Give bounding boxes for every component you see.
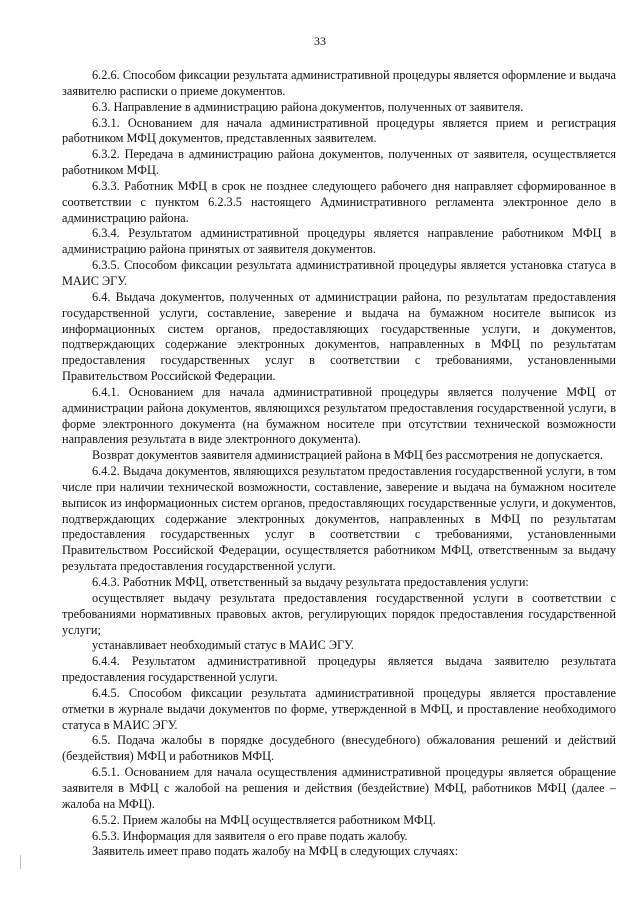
paragraph-6-3-1: 6.3.1. Основанием для начала административной процедуры является прием и регистрация работником МФЦ документов, представленных заявителем. [62, 115, 616, 146]
document-body [62, 68, 616, 860]
paragraph-6-5: 6.5. Подача жалобы в порядке досудебного (внесудебного) обжалования решений и действий (бездействия) МФЦ и работников МФЦ. [62, 733, 616, 764]
paragraph-6-4-3: 6.4.3. Работник МФЦ, ответственный за выдачу результата предоставления услуги: [92, 575, 529, 589]
paragraph-6-3-4: 6.3.4. Результатом административной процедуры является направление работником МФЦ в администрацию района принятых от заявителя документов. [62, 226, 616, 257]
paragraph-6-3-5: 6.3.5. Способом фиксации результата административной процедуры является установка статуса в МАИС ЭГУ. [62, 258, 616, 288]
paragraph-6-3-3: 6.3.3. Работник МФЦ в срок не позднее следующего рабочего дня направляет сформированное в соответствии с пунктом 6.2.3.5 настоящего Административного регламента электронное дело в администрацию района. [62, 178, 616, 225]
paragraph-6-5-1: 6.5.1. Основанием для начала осуществления административной процедуры является обращение заявителя в МФЦ с жалобой на решения и действия (бездействие) МФЦ, работников МФЦ (далее – жалоба на МФЦ). [62, 765, 616, 811]
paragraph-return-documents: Возврат документов заявителя администрацией района в МФЦ без рассмотрения не допускается. [92, 448, 603, 463]
paragraph-6-5-2: 6.5.2. Прием жалобы на МФЦ осуществляется работником МФЦ. [92, 812, 436, 827]
paragraph-sets-status: устанавливает необходимый статус в МАИС ЭГУ. [92, 638, 354, 653]
paragraph-6-3: 6.3. Направление в администрацию района документов, полученных от заявителя. [92, 99, 524, 114]
paragraph-complaint-cases: Заявитель имеет право подать жалобу на МФЦ в следующих случаях: [92, 844, 459, 859]
paragraph-6-4-5: 6.4.5. Способом фиксации результата административной процедуры является проставление отметки в журнале выдачи документов по форме, утвержденной в МФЦ, и проставление необходимого статуса в МАИС ЭГУ. [62, 685, 616, 732]
paragraph-issues-result: осуществляет выдачу результата предоставления государственной услуги в соответствии с требованиями нормативных правовых актов, регулирующих порядок предоставления государственной услуги; [62, 590, 616, 637]
paragraph-6-4-1: 6.4.1. Основанием для начала административной процедуры является получение МФЦ от администрации района документов, являющихся результатом предоставления государственной услуги, в форме электронного документа (на бумажном носителе при отсутствии технической возможности направления результата в виде электронного документа). [62, 384, 616, 447]
page-number: 33 [314, 34, 326, 48]
scan-speck [20, 855, 21, 869]
paragraph-6-4-2: 6.4.2. Выдача документов, являющихся результатом предоставления государственной услуги, в том числе при наличии технической возможности, составление, заверение и выдача на бумажном носителе выписок из информационных систем органов, предоставляющих государственные услуги, и документов, подтверждающих содержание электронных документов, направленных в МФЦ по результатам предоставления государственных услуг в соответствии с требованиями, установленными Правительством Российской Федерации, осуществляется работником МФЦ, ответственным за выдачу результата предоставления государственной услуги. [62, 464, 616, 574]
paragraph-6-4: 6.4. Выдача документов, полученных от администрации района, по результатам предоставления государственной услуги, составление, заверение и выдача на бумажном носителе выписок из информационных систем органов, предоставляющих государственные услуги, и документов, подтверждающих содержание электронных документов, направленных в МФЦ по результатам предоставления государственных услуг в соответствии с требованиями, установленными Правительством Российской Федерации. [62, 289, 616, 384]
paragraph-6-3-2: 6.3.2. Передача в администрацию района документов, полученных от заявителя, осуществляется работником МФЦ. [62, 147, 616, 178]
paragraph-6-4-4: 6.4.4. Результатом административной процедуры является выдача заявителю результата предоставления государственной услуги. [62, 654, 616, 685]
paragraph-6-5-3: 6.5.3. Информация для заявителя о его праве подать жалобу. [92, 828, 408, 843]
paragraph-6-2-6: 6.2.6. Способом фиксации результата административной процедуры является оформление и выдача заявителю расписки о приеме документов. [62, 68, 616, 98]
